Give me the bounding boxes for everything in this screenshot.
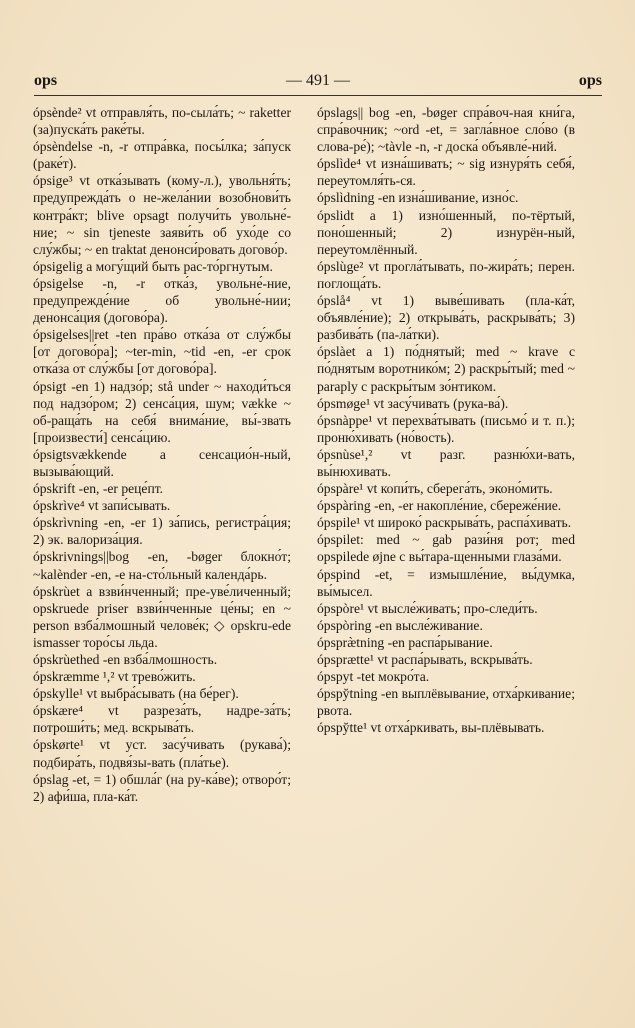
- dictionary-entry: ópsige³ vt отка́зывать (кому-л.), увольня́ть; предупрежда́ть о не-жела́нии возобнови́ть контра́кт; blive opsagt получи́ть увольне́-ние; ~ sin tjeneste заяви́ть об ухо́де со слу́жбы; ~ en traktat денонси́ровать догово́р.: [33, 173, 291, 257]
- dictionary-entry: ópsigtsvækkende a сенсацио́н-ный, вызыва́ющий.: [33, 446, 291, 479]
- dictionary-entry: ópslùge² vt прогла́тывать, по-жира́ть; перен. поглоща́ть.: [317, 258, 575, 291]
- left-column: [33, 104, 291, 805]
- dictionary-entry: ópspilet: med ~ gab рази́ня рот; med opspilede øjne с вы́тара-щенными глаза́ми.: [317, 532, 575, 565]
- right-column: [317, 104, 575, 736]
- left-guide-word: ops: [34, 72, 58, 89]
- dictionary-entry: ópskørte¹ vt уст. засу́чивать (рукава́); подбира́ть, подвя́зы-вать (пла́тье).: [33, 737, 291, 770]
- dictionary-entry: ópsigt -en 1) надзо́р; stå under ~ находи́ться под надзо́ром; 2) сенса́ция, шум; vække ~ об-раща́ть на себя́ внима́ние, вы́-звать [произвести́] сенса́цию.: [33, 378, 291, 445]
- dictionary-entry: ópskrift -en, -er реце́пт.: [33, 481, 164, 497]
- dictionary-entry: ópskære⁴ vt разреза́ть, надре-за́ть; потроши́ть; мед. вскрыва́ть.: [33, 703, 291, 736]
- dictionary-entry: ópspile¹ vt широко́ раскрыва́ть, распа́хивать.: [317, 515, 572, 531]
- dictionary-entry: ópsigelses||ret -ten пра́во отка́за от слу́жбы [от догово́ра]; ~ter-min, ~tid -en, -er срок отка́за от слу́жбы [от догово́ра].: [33, 327, 291, 377]
- dictionary-entry: ópspòre¹ vt высле́живать; про-следи́ть.: [317, 600, 538, 616]
- page-header: [34, 72, 602, 94]
- dictionary-entry: ópskræmme ¹,² vt трево́жить.: [33, 669, 196, 685]
- dictionary-entry: ópslag -et, = 1) обшла́г (на ру-ка́ве); отворо́т; 2) афи́ша, пла-ка́т.: [33, 771, 291, 804]
- dictionary-entry: ópsènde² vt отправля́ть, по-сыла́ть; ~ raketter (за)пуска́ть раке́ты.: [33, 105, 291, 138]
- dictionary-entry: ópsnàppe¹ vt перехва́тывать (письмо́ и т. п.); проню́хивать (но́вость).: [317, 412, 575, 445]
- dictionary-entry: ópspàre¹ vt копи́ть, сберега́ть, эконо́мить.: [317, 481, 553, 497]
- dictionary-entry: ópspàring -en, -er накопле́ние, сбереже́ние.: [317, 498, 562, 514]
- dictionary-entry: ópslìdning -en изна́шивание, изно́с.: [317, 190, 519, 206]
- dictionary-entry: ópskylle¹ vt выбра́сывать (на бе́рег).: [33, 686, 239, 702]
- dictionary-entry: ópsmøge¹ vt засу́чивать (рука-ва́).: [317, 395, 509, 411]
- dictionary-entry: ópspy̆tte¹ vt отха́ркивать, вы-плёвывать.: [317, 720, 545, 736]
- dictionary-entry: ópspyt -tet мокро́та.: [317, 669, 430, 685]
- dictionary-entry: ópskrivnings||bog -en, -bøger блокно́т; ~kalènder -en, -e на-сто́льный календа́рь.: [33, 549, 291, 582]
- dictionary-entry: ópsprætte¹ vt распа́рывать, вскрыва́ть.: [317, 652, 533, 667]
- dictionary-entry: ópskrùethed -en взба́лмошность.: [33, 652, 218, 667]
- dictionary-entry: ópskrùet a взви́нченный; пре-уве́личенный; opskruede priser взви́нченные це́ны; en ~ person взба́лмошный челове́к; ◇ opskru-ede ismasser торо́сы льда.: [33, 583, 291, 650]
- dictionary-entry: ópslìde⁴ vt изна́шивать; ~ sig изнуря́ть себя́, переутомля́ть-ся.: [317, 156, 575, 189]
- dictionary-entry: ópslidt a 1) изно́шенный, по-тёртый, поно́шенный; 2) изнурён-ный, переутомлённый.: [317, 207, 575, 257]
- dictionary-entry: ópskrìve⁴ vt запи́сывать.: [33, 498, 171, 514]
- dictionary-entry: ópslå⁴ vt 1) выве́шивать (пла-ка́т, объявле́ние); 2) открыва́ть, раскрыва́ть; 3) разбива́ть (па-ла́тки).: [317, 293, 575, 343]
- dictionary-entry: ópspòring -en высле́живание.: [317, 617, 483, 633]
- dictionary-entry: ópspy̆tning -en выплёвывание, отха́ркивание; рвота.: [317, 686, 575, 719]
- dictionary-entry: ópsèndelse -n, -r отпра́вка, посы́лка; за́пуск (раке́т).: [33, 139, 291, 172]
- header-rule: [34, 95, 602, 96]
- right-guide-word: ops: [578, 72, 602, 89]
- dictionary-entry: ópslàet a 1) по́днятый; med ~ krave с по́днятым воротнико́м; 2) раскры́тый; med ~ paraply с раскры́тым зо́нтиком.: [317, 344, 575, 394]
- dictionary-entry: ópsigelse -n, -r отка́з, увольне́-ние, предупрежде́ние об увольне́-нии; денонса́ция (догово́ра).: [33, 275, 291, 326]
- dictionary-entry: ópsigelig a могу́щий быть рас-то́ргнутым.: [33, 258, 273, 274]
- dictionary-entry: ópspræ̀tning -en распа́рывание.: [317, 634, 493, 650]
- dictionary-entry: ópslags|| bog -en, -bøger спра́воч-ная кни́га, спра́вочник; ~ord -et, = загла́вное сло́во (в слова-ре́); ~tàvle -n, -r доска́ объявле́-ний.: [317, 105, 575, 155]
- dictionary-entry: ópspind -et, = измышле́ние, вы́думка, вы́мысел.: [317, 566, 575, 599]
- dictionary-entry: ópsnùse¹,² vt разг. разню́хи-вать, вы́нюхивать.: [317, 446, 575, 479]
- dictionary-entry: ópskrìvning -en, -er 1) за́пись, регистра́ция; 2) эк. валориза́ция.: [33, 515, 291, 548]
- page-number: — 491 —: [286, 72, 350, 89]
